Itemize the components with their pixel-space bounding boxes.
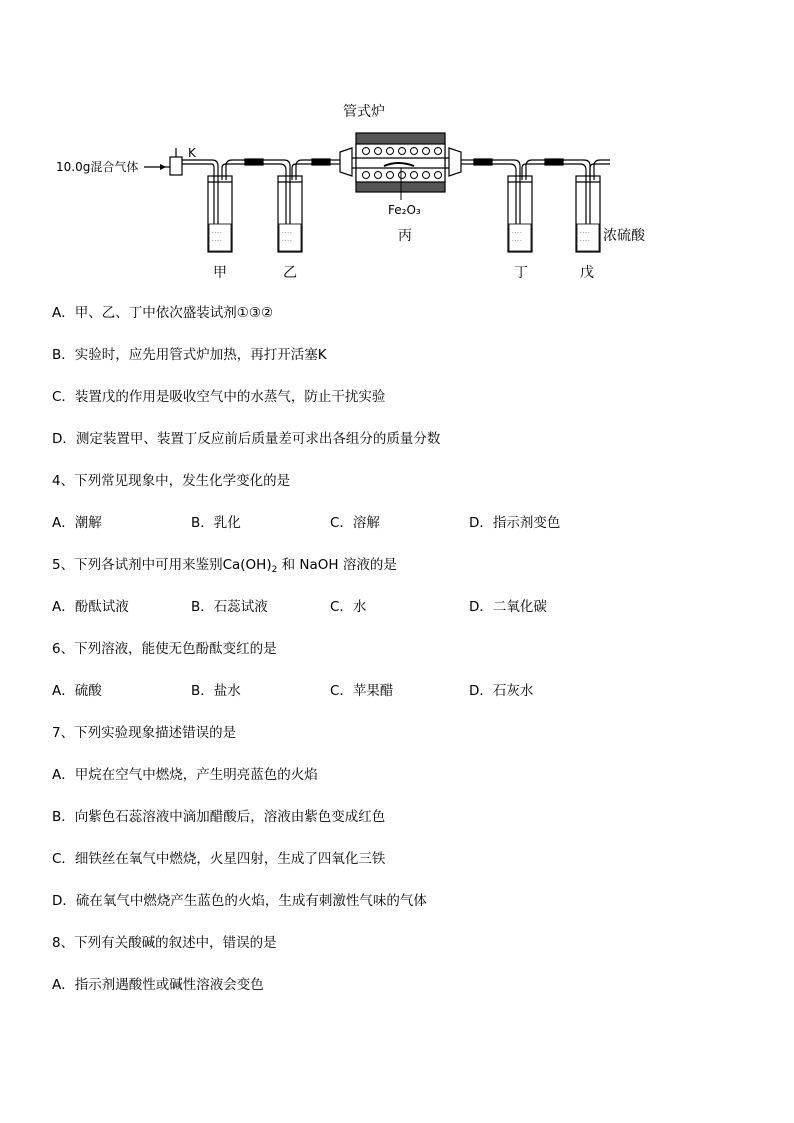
bottle-label-ding: 丁 <box>514 265 528 281</box>
q8-stem: 8、下列有关酸碱的叙述中，错误的是 <box>52 935 277 951</box>
apparatus-diagram <box>0 0 794 290</box>
q4-option-a: A．潮解 <box>52 515 102 531</box>
q3-option-b: B．实验时，应先用管式炉加热，再打开活塞K <box>52 347 327 363</box>
q7-option-c: C．细铁丝在氧气中燃烧，火星四射，生成了四氧化三铁 <box>52 851 386 867</box>
furnace-label: 管式炉 <box>343 104 385 120</box>
q4-option-d: D．指示剂变色 <box>469 515 561 531</box>
svg-text:- - - -: - - - - <box>512 238 522 243</box>
q5-option-c: C．水 <box>330 599 367 615</box>
q5-stem-subscript: 2 <box>271 565 278 575</box>
q6-option-a: A．硫酸 <box>52 683 102 699</box>
q7-stem: 7、下列实验现象描述错误的是 <box>52 725 237 741</box>
valve-label: K <box>188 146 196 160</box>
q4-option-c: C．溶解 <box>330 515 380 531</box>
q3-option-a: A．甲、乙、丁中依次盛装试剂①③② <box>52 305 274 321</box>
bottle-label-jia: 甲 <box>213 265 227 281</box>
q3-option-d: D．测定装置甲、装置丁反应前后质量差可求出各组分的质量分数 <box>52 431 441 447</box>
svg-text:- - - -: - - - - <box>282 230 292 235</box>
center-label: 丙 <box>398 228 412 244</box>
q4-stem: 4、下列常见现象中，发生化学变化的是 <box>52 473 291 489</box>
bottle-label-yi: 乙 <box>283 265 297 281</box>
svg-text:- - - -: - - - - <box>580 238 590 243</box>
bottle-label-wu: 戊 <box>580 265 594 281</box>
svg-text:- - - -: - - - - <box>580 230 590 235</box>
q5-stem-after: 和 NaOH 溶液的是 <box>277 557 397 573</box>
q6-option-d: D．石灰水 <box>469 683 534 699</box>
q4-option-b: B．乳化 <box>191 515 241 531</box>
q6-stem: 6、下列溶液，能使无色酚酞变红的是 <box>52 641 277 657</box>
q6-option-b: B．盐水 <box>191 683 241 699</box>
inlet-label: 10.0g混合气体 <box>56 160 139 174</box>
svg-text:- - - -: - - - - <box>282 238 292 243</box>
q8-option-a: A．指示剂遇酸性或碱性溶液会变色 <box>52 977 264 993</box>
svg-text:- - - -: - - - - <box>512 230 522 235</box>
q3-option-c: C．装置戊的作用是吸收空气中的水蒸气，防止干扰实验 <box>52 389 386 405</box>
q5-option-b: B．石蕊试液 <box>191 599 268 615</box>
q6-option-c: C．苹果醋 <box>330 683 394 699</box>
q7-option-a: A．甲烷在空气中燃烧，产生明亮蓝色的火焰 <box>52 767 318 783</box>
svg-text:- - - -: - - - - <box>212 238 222 243</box>
q5-option-d: D．二氧化碳 <box>469 599 547 615</box>
q5-option-a: A．酚酞试液 <box>52 599 129 615</box>
acid-label: 浓硫酸 <box>603 228 645 244</box>
q7-option-b: B．向紫色石蕊溶液中滴加醋酸后，溶液由紫色变成红色 <box>52 809 386 825</box>
q5-stem <box>52 556 397 576</box>
reagent-label: Fe₂O₃ <box>388 203 421 217</box>
q5-stem-before: 5、下列各试剂中可用来鉴别Ca(OH) <box>52 557 272 573</box>
svg-text:- - - -: - - - - <box>212 230 222 235</box>
q7-option-d: D．硫在氧气中燃烧产生蓝色的火焰，生成有刺激性气味的气体 <box>52 893 427 909</box>
